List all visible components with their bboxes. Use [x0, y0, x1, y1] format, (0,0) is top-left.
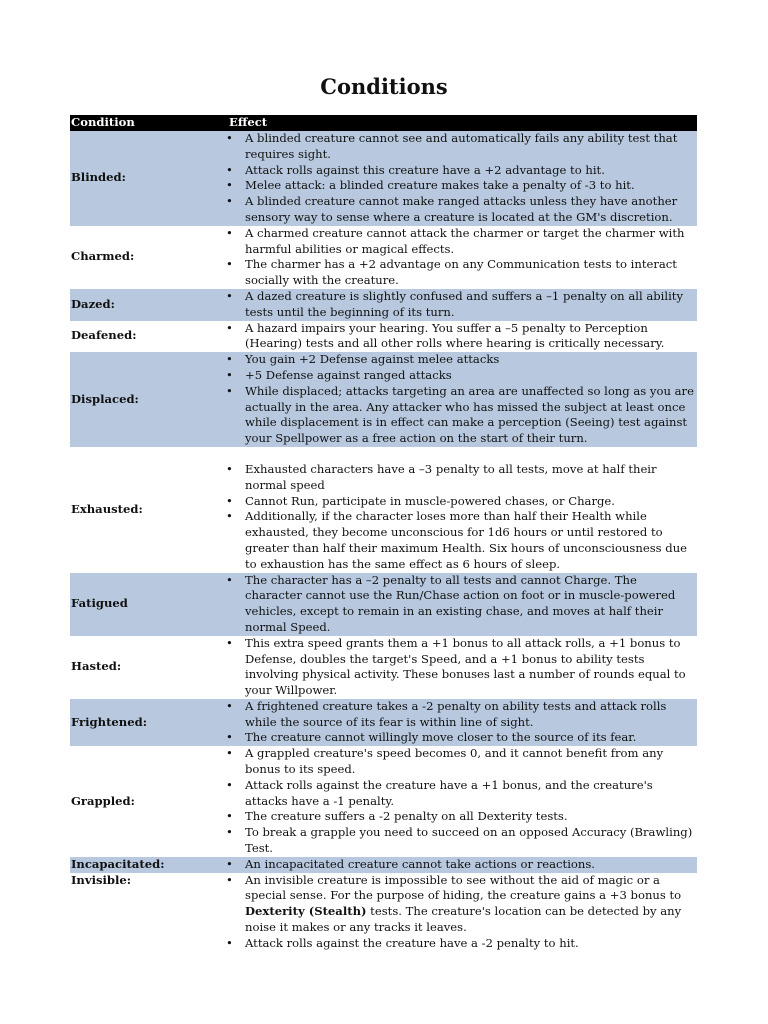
- effect-item: • Attack rolls against the creature have a +1 bonus, and the creature's attacks have a -1 penalty.: [199, 778, 695, 810]
- table-row-grappled: [70, 746, 697, 857]
- effect-item: • A charmed creature cannot attack the charmer or target the charmer with harmful abilities or magical effects.: [199, 226, 695, 258]
- table-row-charmed: [70, 226, 697, 289]
- effect-item: • You gain +2 Defense against melee attacks: [199, 352, 695, 368]
- effect-item: • A grappled creature's speed becomes 0, and it cannot benefit from any bonus to its speed.: [199, 746, 695, 778]
- header-condition: Condition: [70, 115, 199, 131]
- condition-name: Hasted:: [71, 659, 122, 674]
- effect-item: • The creature suffers a -2 penalty on all Dexterity tests.: [199, 809, 695, 825]
- table-row-frightened: [70, 699, 697, 746]
- effect-item: • A hazard impairs your hearing. You suffer a –5 penalty to Perception (Hearing) tests and all other rolls where hearing is critically necessary.: [199, 321, 695, 353]
- effect-item: • Attack rolls against the creature have a -2 penalty to hit.: [199, 936, 695, 952]
- table-row-displaced: [70, 352, 697, 447]
- effect-item: • Cannot Run, participate in muscle-powered chases, or Charge.: [199, 494, 695, 510]
- effect-list: [199, 289, 695, 321]
- effect-item: • A frightened creature takes a -2 penalty on ability tests and attack rolls while the source of its fear is within line of sight.: [199, 699, 695, 731]
- effect-item: • Melee attack: a blinded creature makes take a penalty of -3 to hit.: [199, 178, 695, 194]
- effect-item: • To break a grapple you need to succeed on an opposed Accuracy (Brawling) Test.: [199, 825, 695, 857]
- effect-item: • Exhausted characters have a –3 penalty to all tests, move at half their normal speed: [199, 462, 695, 494]
- effect-list: [199, 352, 695, 447]
- effect-list: [199, 699, 695, 746]
- table-row-blinded: [70, 131, 697, 226]
- table-row-hasted: [70, 636, 697, 699]
- effect-list: [199, 131, 695, 226]
- effect-list: [199, 857, 695, 873]
- effect-item: • The character has a –2 penalty to all tests and cannot Charge. The character cannot use the Run/Chase action on foot or in muscle-powered vehicles, except to remain in an existing chase, and moves at half their normal Speed.: [199, 573, 695, 636]
- effect-item: • A dazed creature is slightly confused and suffers a –1 penalty on all ability tests until the beginning of its turn.: [199, 289, 695, 321]
- header-effect: Effect: [199, 115, 697, 131]
- effect-list: [199, 321, 695, 353]
- effect-item: • A blinded creature cannot see and automatically fails any ability test that requires sight.: [199, 131, 695, 163]
- effect-item: • Additionally, if the character loses more than half their Health while exhausted, they become unconscious for 1d6 hours or until restored to greater than half their maximum Health. Six hours of unconsciousness due to exhaustion has the same effect as 6 hours of sleep.: [199, 509, 695, 572]
- condition-name: Exhausted:: [71, 501, 143, 516]
- effect-text: An invisible creature is impossible to see without the aid of magic or a special sense. For the purpose of hiding, the creature gains a +3 bonus to: [245, 872, 682, 903]
- condition-name: Charmed:: [71, 249, 135, 264]
- table-row-invisible: [70, 873, 697, 952]
- effect-item: • Attack rolls against this creature have a +2 advantage to hit.: [199, 163, 695, 179]
- effect-list: [199, 226, 695, 289]
- effect-list: [199, 636, 695, 699]
- condition-name: Dazed:: [70, 289, 199, 321]
- condition-name: Frightened:: [70, 699, 199, 746]
- effect-list: [199, 746, 695, 857]
- effect-list: [199, 573, 695, 636]
- effect-item: • This extra speed grants them a +1 bonus to all attack rolls, a +1 bonus to Defense, doubles the target's Speed, and a +1 bonus to ability tests involving physical activity. These bonuses last a number of rounds equal to your Willpower.: [199, 636, 695, 699]
- table-row-exhausted: [70, 447, 697, 573]
- condition-name: Grappled:: [71, 793, 135, 808]
- table-header-row: [70, 115, 697, 131]
- conditions-table: [70, 115, 697, 952]
- page-title: Conditions: [320, 74, 448, 99]
- condition-name: Incapacitated:: [70, 857, 199, 873]
- condition-name: Displaced:: [70, 352, 199, 447]
- effect-keyword: Dexterity (Stealth): [245, 904, 367, 919]
- effect-item: • An incapacitated creature cannot take actions or reactions.: [199, 857, 695, 873]
- condition-name: Fatigued: [70, 573, 199, 636]
- table-row-incapacitated: [70, 857, 697, 873]
- table-row-fatigued: [70, 573, 697, 636]
- effect-item: • A blinded creature cannot make ranged attacks unless they have another sensory way to sense where a creature is located at the GM's discretion.: [199, 194, 695, 226]
- table-row-deafened: [70, 321, 697, 353]
- condition-name: Blinded:: [70, 131, 199, 226]
- condition-name: Deafened:: [71, 328, 137, 343]
- effect-list: [199, 873, 695, 952]
- effect-item: • While displaced; attacks targeting an area are unaffected so long as you are actually in the area. Any attacker who has missed the subject at least once while displacement is in effect can make a perception (Seeing) test against your Spellpower as a free action on the start of their turn.: [199, 384, 695, 447]
- effect-item: [199, 873, 695, 936]
- effect-list: [199, 462, 695, 573]
- effect-text: tests. The creature's location can be detected by any noise it makes or any tracks it leaves.: [245, 904, 682, 935]
- effect-item: • The charmer has a +2 advantage on any Communication tests to interact socially with the creature.: [199, 257, 695, 289]
- table-row-dazed: [70, 289, 697, 321]
- condition-name: Invisible:: [71, 872, 132, 887]
- effect-item: • The creature cannot willingly move closer to the source of its fear.: [199, 730, 695, 746]
- effect-item: • +5 Defense against ranged attacks: [199, 368, 695, 384]
